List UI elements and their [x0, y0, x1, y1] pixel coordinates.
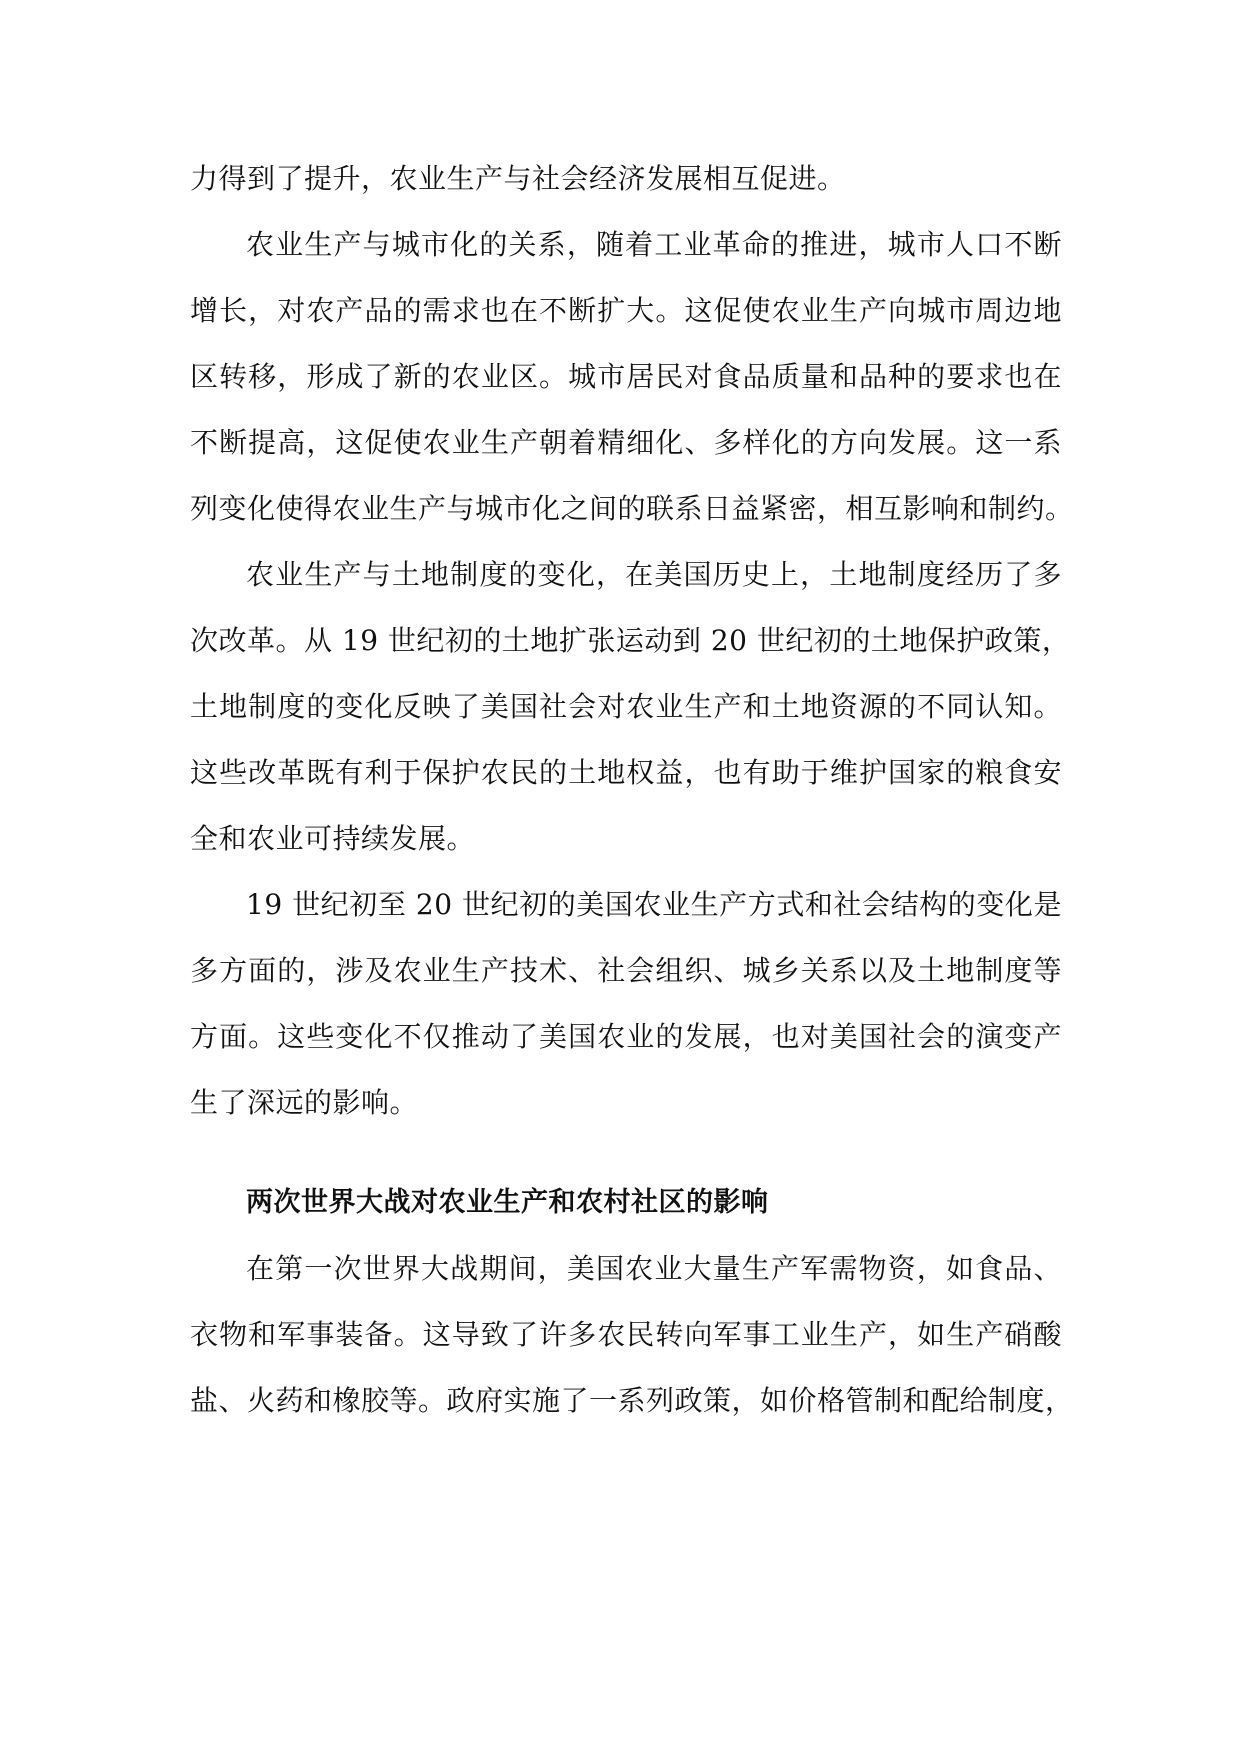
paragraph-line: 区转移，形成了新的农业区。城市居民对食品质量和品种的要求也在: [190, 360, 1062, 393]
document-body: [190, 146, 1074, 1434]
paragraph-line: 盐、火药和橡胶等。政府实施了一系列政策，如价格管制和配给制度，: [190, 1384, 1074, 1417]
paragraph-line: 土地制度的变化反映了美国社会对农业生产和土地资源的不同认知。: [190, 690, 1062, 723]
section-heading: 两次世界大战对农业生产和农村社区的影响: [246, 1187, 769, 1218]
paragraph-line: 生了深远的影响。: [190, 1086, 419, 1119]
paragraph-line: 方面。这些变化不仅推动了美国农业的发展，也对美国社会的演变产: [190, 1020, 1062, 1053]
paragraph-line: 衣物和军事装备。这导致了许多农民转向军事工业生产，如生产硝酸: [190, 1318, 1062, 1351]
paragraph-line: 在第一次世界大战期间，美国农业大量生产军需物资，如食品、: [246, 1252, 1062, 1285]
paragraph-line: 这些改革既有利于保护农民的土地权益，也有助于维护国家的粮食安: [190, 756, 1062, 789]
paragraph-line: 19 世纪初至 20 世纪初的美国农业生产方式和社会结构的变化是: [246, 888, 1062, 921]
paragraph-line: 全和农业可持续发展。: [190, 822, 476, 855]
section-spacer: [190, 1136, 1062, 1170]
paragraph-line: 农业生产与土地制度的变化，在美国历史上，土地制度经历了多: [246, 558, 1062, 591]
paragraph-line: 列变化使得农业生产与城市化之间的联系日益紧密，相互影响和制约。: [190, 492, 1074, 525]
paragraph-line: 力得到了提升，农业生产与社会经济发展相互促进。: [190, 162, 846, 195]
paragraph-line: 增长，对农产品的需求也在不断扩大。这促使农业生产向城市周边地: [190, 294, 1062, 327]
paragraph-line: 多方面的，涉及农业生产技术、社会组织、城乡关系以及土地制度等: [190, 954, 1062, 987]
paragraph-line: 次改革。从 19 世纪初的土地扩张运动到 20 世纪初的土地保护政策，: [190, 624, 1071, 657]
paragraph-line: 不断提高，这促使农业生产朝着精细化、多样化的方向发展。这一系: [190, 426, 1062, 459]
paragraph-line: 农业生产与城市化的关系，随着工业革命的推进，城市人口不断: [246, 228, 1062, 261]
